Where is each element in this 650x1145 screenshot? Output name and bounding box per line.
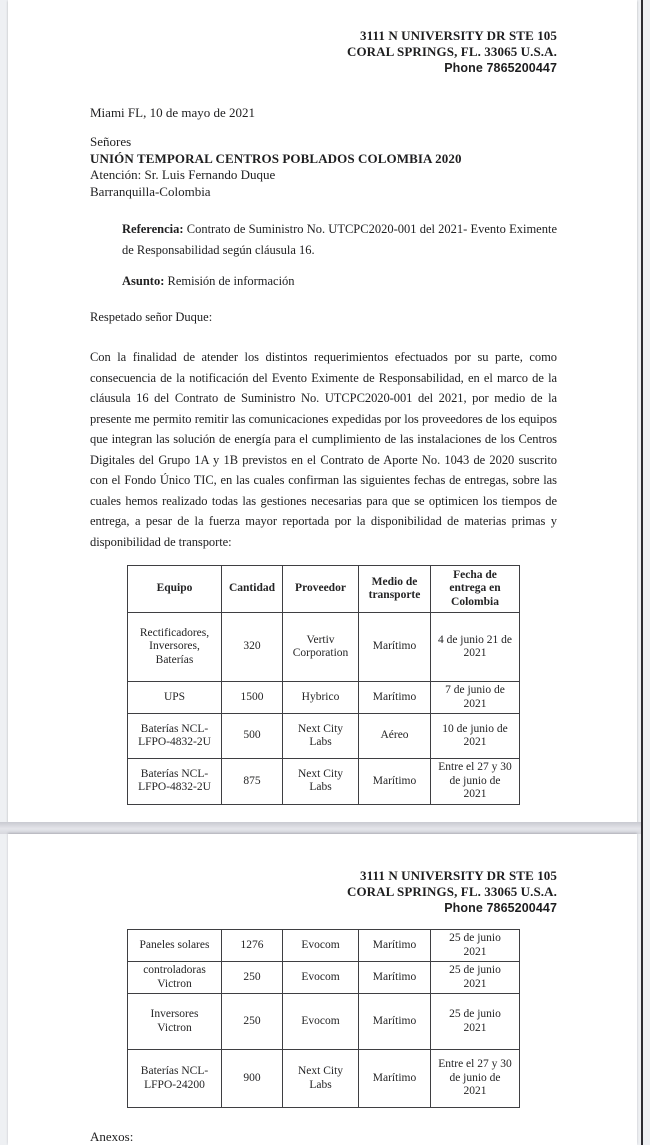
subject-label: Asunto: xyxy=(122,274,165,288)
header-cell: Proveedor xyxy=(283,566,359,613)
table-cell: Evocom xyxy=(283,962,359,994)
reference-label: Referencia: xyxy=(122,222,184,236)
body-paragraph: Con la finalidad de atender los distintos requerimientos efectuados por su parte, como consecuencia de la notificación del Evento Eximente de Responsabilidad, en el marco de la cláusula 16 del Contrato de Suministro No. UTCPC2020-001 del 2021, por medio de la presente me permito remitir las comunicaciones expedidas por los proveedores de los equipos que integran las solución de energía para el cumplimiento de las instalaciones de los Centros Digitales del Grupo 1A y 1B previstos en el Contrato de Aporte No. 1043 de 2020 suscrito con el Fondo Único TIC, en las cuales confirman las siguientes fechas de entregas, sobre las cuales hemos realizado todas las gestiones necesarias para que se optimicen los tiempos de entrega, a pesar de la fuerza mayor reportada por la disponibilidad de materias primas y disponibilidad de transporte: xyxy=(90,350,557,549)
table-cell: Next City Labs xyxy=(283,714,359,759)
recipient-company: UNIÓN TEMPORAL CENTROS POBLADOS COLOMBIA 2020 xyxy=(90,150,462,166)
table-cell: Evocom xyxy=(283,994,359,1050)
table-row xyxy=(128,994,520,1050)
recipient-city: Barranquilla-Colombia xyxy=(90,183,211,199)
letterhead xyxy=(90,0,557,76)
table-cell: controladoras Victron xyxy=(128,962,222,994)
letter-page-2 xyxy=(8,834,637,1145)
delivery-table-page1 xyxy=(127,565,520,805)
table-cell: Aéreo xyxy=(359,714,431,759)
table-cell: 250 xyxy=(222,994,283,1050)
table-cell: Marítimo xyxy=(359,682,431,714)
table-cell: Evocom xyxy=(283,930,359,962)
table-cell: 7 de junio de 2021 xyxy=(431,682,520,714)
greeting-line: Respetado señor Duque: xyxy=(90,310,213,324)
page-separator xyxy=(0,822,641,834)
table-cell: Rectificadores, Inversores, Baterías xyxy=(128,613,222,682)
reference-text: Contrato de Suministro No. UTCPC2020-001 del 2021- Evento Eximente de Responsabilidad según cláusula 16. xyxy=(122,222,557,257)
table-cell: Marítimo xyxy=(359,759,431,805)
table-cell: 25 de junio 2021 xyxy=(431,994,520,1050)
reference-paragraph xyxy=(122,219,557,260)
table-cell: Paneles solares xyxy=(128,930,222,962)
table-cell: 250 xyxy=(222,962,283,994)
table-cell: Baterías NCL-LFPO-4832-2U xyxy=(128,759,222,805)
table-row xyxy=(128,682,520,714)
table-cell: Marítimo xyxy=(359,613,431,682)
table-cell: Marítimo xyxy=(359,962,431,994)
table-cell: 1500 xyxy=(222,682,283,714)
recipient-salutation: Señores xyxy=(90,134,132,149)
table-cell: Entre el 27 y 30 de junio de 2021 xyxy=(431,759,520,805)
header-cell: Cantidad xyxy=(222,566,283,613)
table-cell: Marítimo xyxy=(359,994,431,1050)
letterhead xyxy=(90,834,557,916)
table-cell: Entre el 27 y 30 de junio de 2021 xyxy=(431,1050,520,1108)
table-cell: 4 de junio 21 de 2021 xyxy=(431,613,520,682)
table-row xyxy=(128,962,520,994)
letterhead-address-line1: 3111 N UNIVERSITY DR STE 105 xyxy=(360,28,557,43)
recipient-attention: Atención: Sr. Luis Fernando Duque xyxy=(90,167,276,182)
header-cell: Fecha de entrega en Colombia xyxy=(431,566,520,613)
table-cell: 900 xyxy=(222,1050,283,1108)
letterhead-phone: Phone 7865200447 xyxy=(444,61,557,75)
table-cell: 25 de junio 2021 xyxy=(431,930,520,962)
scan-border-line xyxy=(641,0,643,1145)
table-cell: 25 de junio 2021 xyxy=(431,962,520,994)
table-cell: 500 xyxy=(222,714,283,759)
table-row xyxy=(128,759,520,805)
table-cell: Hybrico xyxy=(283,682,359,714)
header-cell: Medio de transporte xyxy=(359,566,431,613)
recipient-block xyxy=(90,134,557,200)
table-cell: 875 xyxy=(222,759,283,805)
date-line: Miami FL, 10 de mayo de 2021 xyxy=(90,105,256,120)
table-cell: UPS xyxy=(128,682,222,714)
letterhead-address-line2: CORAL SPRINGS, FL. 33065 U.S.A. xyxy=(346,884,557,899)
table-row xyxy=(128,613,520,682)
letterhead-phone: Phone 7865200447 xyxy=(444,901,557,915)
subject-paragraph xyxy=(122,274,557,289)
table-header-row xyxy=(128,566,520,613)
table-cell: Marítimo xyxy=(359,930,431,962)
letterhead-address-line2: CORAL SPRINGS, FL. 33065 U.S.A. xyxy=(346,44,557,59)
table-cell: Next City Labs xyxy=(283,759,359,805)
subject-text: Remisión de información xyxy=(164,274,295,288)
header-cell: Equipo xyxy=(128,566,222,613)
table-cell: Marítimo xyxy=(359,1050,431,1108)
table-cell: 1276 xyxy=(222,930,283,962)
table-cell: Baterías NCL-LFPO-24200 xyxy=(128,1050,222,1108)
table-cell: Next City Labs xyxy=(283,1050,359,1108)
delivery-table-page2 xyxy=(127,929,520,1108)
table-cell: 320 xyxy=(222,613,283,682)
table-row xyxy=(128,1050,520,1108)
table-cell: Inversores Victron xyxy=(128,994,222,1050)
table-cell: Vertiv Corporation xyxy=(283,613,359,682)
table-cell: Baterías NCL-LFPO-4832-2U xyxy=(128,714,222,759)
table-cell: 10 de junio de 2021 xyxy=(431,714,520,759)
letter-page-1 xyxy=(8,0,637,822)
letterhead-address-line1: 3111 N UNIVERSITY DR STE 105 xyxy=(360,868,557,883)
table-row xyxy=(128,714,520,759)
table-row xyxy=(128,930,520,962)
annex-label: Anexos: xyxy=(90,1129,134,1144)
